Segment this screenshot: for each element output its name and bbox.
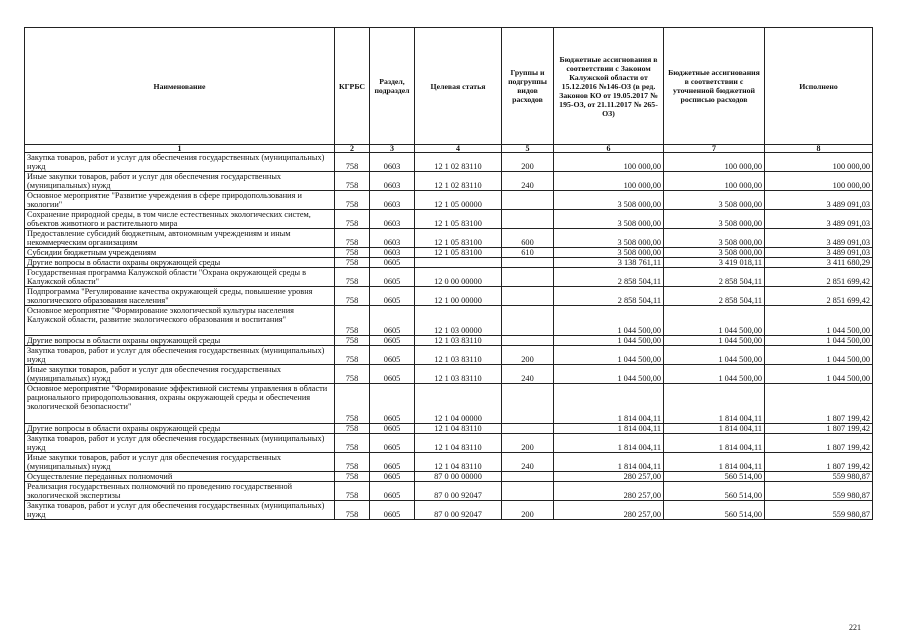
header-law-allocations: Бюджетные ассигнования в соответствии с Законом Калужской области от 15.12.2016 №146-ОЗ (в ред. Законов КО от 19.05.2017 № 195-ОЗ, от 21.11.2017 № 265-ОЗ) bbox=[554, 28, 664, 145]
table-row bbox=[25, 424, 873, 434]
table-row bbox=[25, 482, 873, 501]
row-law-amount: 1 044 500,00 bbox=[554, 306, 664, 336]
header-section: Раздел, подраздел bbox=[370, 28, 415, 145]
row-group bbox=[502, 472, 554, 482]
row-name: Другие вопросы в области охраны окружающей среды bbox=[25, 424, 335, 434]
column-number: 2 bbox=[335, 145, 370, 153]
row-group bbox=[502, 306, 554, 336]
row-target: 12 1 02 83110 bbox=[415, 153, 502, 172]
column-number: 5 bbox=[502, 145, 554, 153]
row-name: Сохранение природной среды, в том числе естественных экологических систем, объектов животного и растительного мира bbox=[25, 210, 335, 229]
row-kgrbs: 758 bbox=[335, 482, 370, 501]
row-refined-amount: 1 044 500,00 bbox=[664, 306, 765, 336]
row-law-amount: 3 508 000,00 bbox=[554, 191, 664, 210]
row-name: Другие вопросы в области охраны окружающей среды bbox=[25, 336, 335, 346]
row-law-amount: 2 858 504,11 bbox=[554, 287, 664, 306]
row-section: 0605 bbox=[370, 482, 415, 501]
row-law-amount: 2 858 504,11 bbox=[554, 268, 664, 287]
row-name: Иные закупки товаров, работ и услуг для обеспечения государственных (муниципальных) нужд bbox=[25, 172, 335, 191]
row-law-amount: 280 257,00 bbox=[554, 482, 664, 501]
row-section: 0603 bbox=[370, 210, 415, 229]
row-law-amount: 3 508 000,00 bbox=[554, 210, 664, 229]
row-refined-amount: 1 044 500,00 bbox=[664, 336, 765, 346]
row-refined-amount: 100 000,00 bbox=[664, 153, 765, 172]
column-number: 1 bbox=[25, 145, 335, 153]
row-section: 0605 bbox=[370, 424, 415, 434]
row-group: 240 bbox=[502, 453, 554, 472]
row-section: 0603 bbox=[370, 248, 415, 258]
row-kgrbs: 758 bbox=[335, 434, 370, 453]
row-name: Реализация государственных полномочий по проведению государственной экологической экспертизы bbox=[25, 482, 335, 501]
row-executed-amount: 3 489 091,03 bbox=[765, 191, 873, 210]
row-group bbox=[502, 258, 554, 268]
row-section: 0605 bbox=[370, 258, 415, 268]
row-target: 87 0 00 92047 bbox=[415, 501, 502, 520]
row-kgrbs: 758 bbox=[335, 248, 370, 258]
row-group bbox=[502, 424, 554, 434]
budget-document bbox=[24, 27, 872, 520]
row-refined-amount: 3 508 000,00 bbox=[664, 210, 765, 229]
row-law-amount: 3 138 761,11 bbox=[554, 258, 664, 268]
row-section: 0603 bbox=[370, 191, 415, 210]
row-target: 12 1 03 83110 bbox=[415, 365, 502, 384]
row-kgrbs: 758 bbox=[335, 501, 370, 520]
budget-table bbox=[24, 27, 873, 520]
row-target: 87 0 00 00000 bbox=[415, 472, 502, 482]
row-executed-amount: 559 980,87 bbox=[765, 501, 873, 520]
row-refined-amount: 1 814 004,11 bbox=[664, 453, 765, 472]
table-row bbox=[25, 336, 873, 346]
row-section: 0605 bbox=[370, 346, 415, 365]
row-executed-amount: 3 489 091,03 bbox=[765, 210, 873, 229]
row-group bbox=[502, 268, 554, 287]
row-refined-amount: 1 814 004,11 bbox=[664, 384, 765, 424]
row-refined-amount: 1 814 004,11 bbox=[664, 434, 765, 453]
row-name: Основное мероприятие "Формирование эффективной системы управления в области рационального природопользования, охраны окружающей среды и обеспечения экологической безопасности" bbox=[25, 384, 335, 424]
header-refined-allocations: Бюджетные ассигнования в соответствии с уточненной бюджетной росписью расходов bbox=[664, 28, 765, 145]
header-kgrbs: КГРБС bbox=[335, 28, 370, 145]
table-row bbox=[25, 210, 873, 229]
header-name: Наименование bbox=[25, 28, 335, 145]
row-kgrbs: 758 bbox=[335, 346, 370, 365]
row-section: 0603 bbox=[370, 229, 415, 248]
row-executed-amount: 1 044 500,00 bbox=[765, 365, 873, 384]
row-law-amount: 280 257,00 bbox=[554, 472, 664, 482]
row-target bbox=[415, 258, 502, 268]
row-law-amount: 1 814 004,11 bbox=[554, 434, 664, 453]
row-law-amount: 1 044 500,00 bbox=[554, 346, 664, 365]
row-law-amount: 1 044 500,00 bbox=[554, 336, 664, 346]
row-group: 200 bbox=[502, 153, 554, 172]
row-name: Закупка товаров, работ и услуг для обеспечения государственных (муниципальных) нужд bbox=[25, 434, 335, 453]
row-group: 240 bbox=[502, 172, 554, 191]
column-number: 4 bbox=[415, 145, 502, 153]
row-kgrbs: 758 bbox=[335, 153, 370, 172]
row-kgrbs: 758 bbox=[335, 210, 370, 229]
row-target: 12 1 03 00000 bbox=[415, 306, 502, 336]
row-target: 12 1 05 83100 bbox=[415, 210, 502, 229]
row-section: 0605 bbox=[370, 268, 415, 287]
row-kgrbs: 758 bbox=[335, 287, 370, 306]
row-kgrbs: 758 bbox=[335, 268, 370, 287]
row-executed-amount: 1 044 500,00 bbox=[765, 336, 873, 346]
row-executed-amount: 3 411 680,29 bbox=[765, 258, 873, 268]
table-row bbox=[25, 472, 873, 482]
row-refined-amount: 1 044 500,00 bbox=[664, 346, 765, 365]
row-refined-amount: 100 000,00 bbox=[664, 172, 765, 191]
row-kgrbs: 758 bbox=[335, 306, 370, 336]
table-row bbox=[25, 153, 873, 172]
header-target: Целевая статья bbox=[415, 28, 502, 145]
row-law-amount: 1 814 004,11 bbox=[554, 453, 664, 472]
row-kgrbs: 758 bbox=[335, 453, 370, 472]
row-section: 0605 bbox=[370, 453, 415, 472]
row-group bbox=[502, 210, 554, 229]
row-executed-amount: 559 980,87 bbox=[765, 472, 873, 482]
row-refined-amount: 560 514,00 bbox=[664, 472, 765, 482]
table-row bbox=[25, 287, 873, 306]
row-name: Иные закупки товаров, работ и услуг для обеспечения государственных (муниципальных) нужд bbox=[25, 453, 335, 472]
row-target: 12 1 05 83100 bbox=[415, 229, 502, 248]
row-refined-amount: 3 508 000,00 bbox=[664, 229, 765, 248]
row-executed-amount: 559 980,87 bbox=[765, 482, 873, 501]
row-target: 12 1 04 83110 bbox=[415, 424, 502, 434]
column-number: 8 bbox=[765, 145, 873, 153]
row-refined-amount: 2 858 504,11 bbox=[664, 268, 765, 287]
row-executed-amount: 100 000,00 bbox=[765, 172, 873, 191]
row-section: 0605 bbox=[370, 287, 415, 306]
row-section: 0603 bbox=[370, 172, 415, 191]
row-kgrbs: 758 bbox=[335, 191, 370, 210]
row-group: 240 bbox=[502, 365, 554, 384]
table-row bbox=[25, 191, 873, 210]
row-executed-amount: 1 807 199,42 bbox=[765, 384, 873, 424]
row-kgrbs: 758 bbox=[335, 229, 370, 248]
row-name: Закупка товаров, работ и услуг для обеспечения государственных (муниципальных) нужд bbox=[25, 501, 335, 520]
table-body bbox=[25, 153, 873, 520]
row-name: Подпрограмма "Регулирование качества окружающей среды, повышение уровня экологического образования населения" bbox=[25, 287, 335, 306]
row-group: 200 bbox=[502, 501, 554, 520]
row-law-amount: 3 508 000,00 bbox=[554, 229, 664, 248]
row-group bbox=[502, 482, 554, 501]
row-group bbox=[502, 336, 554, 346]
row-target: 87 0 00 92047 bbox=[415, 482, 502, 501]
row-executed-amount: 3 489 091,03 bbox=[765, 248, 873, 258]
table-row bbox=[25, 248, 873, 258]
row-target: 12 1 04 00000 bbox=[415, 384, 502, 424]
row-section: 0605 bbox=[370, 365, 415, 384]
row-refined-amount: 2 858 504,11 bbox=[664, 287, 765, 306]
row-name: Основное мероприятие "Развитие учреждения в сфере природопользования и экологии" bbox=[25, 191, 335, 210]
row-executed-amount: 1 807 199,42 bbox=[765, 434, 873, 453]
row-target: 12 1 03 83110 bbox=[415, 346, 502, 365]
column-number: 6 bbox=[554, 145, 664, 153]
row-kgrbs: 758 bbox=[335, 258, 370, 268]
table-row bbox=[25, 346, 873, 365]
row-executed-amount: 2 851 699,42 bbox=[765, 287, 873, 306]
row-target: 12 1 04 83110 bbox=[415, 453, 502, 472]
row-refined-amount: 560 514,00 bbox=[664, 482, 765, 501]
row-section: 0605 bbox=[370, 501, 415, 520]
row-name: Государственная программа Калужской области "Охрана окружающей среды в Калужской области" bbox=[25, 268, 335, 287]
row-law-amount: 280 257,00 bbox=[554, 501, 664, 520]
row-name: Предоставление субсидий бюджетным, автономным учреждениям и иным некоммерческим организациям bbox=[25, 229, 335, 248]
row-name: Закупка товаров, работ и услуг для обеспечения государственных (муниципальных) нужд bbox=[25, 153, 335, 172]
row-executed-amount: 2 851 699,42 bbox=[765, 268, 873, 287]
column-number-row bbox=[25, 145, 873, 153]
row-refined-amount: 1 044 500,00 bbox=[664, 365, 765, 384]
row-kgrbs: 758 bbox=[335, 472, 370, 482]
row-law-amount: 100 000,00 bbox=[554, 153, 664, 172]
table-row bbox=[25, 306, 873, 336]
table-row bbox=[25, 453, 873, 472]
table-row bbox=[25, 384, 873, 424]
row-group bbox=[502, 191, 554, 210]
table-row bbox=[25, 268, 873, 287]
row-executed-amount: 1 044 500,00 bbox=[765, 306, 873, 336]
header-row bbox=[25, 28, 873, 145]
row-group bbox=[502, 384, 554, 424]
row-kgrbs: 758 bbox=[335, 424, 370, 434]
row-name: Другие вопросы в области охраны окружающей среды bbox=[25, 258, 335, 268]
row-refined-amount: 3 419 018,11 bbox=[664, 258, 765, 268]
row-group: 200 bbox=[502, 434, 554, 453]
row-name: Основное мероприятие "Формирование экологической культуры населения Калужской области, развитие экологического образования и воспитания" bbox=[25, 306, 335, 336]
row-section: 0603 bbox=[370, 153, 415, 172]
page-number: 221 bbox=[849, 623, 861, 632]
row-name: Осуществление переданных полномочий bbox=[25, 472, 335, 482]
table-row bbox=[25, 501, 873, 520]
row-law-amount: 3 508 000,00 bbox=[554, 248, 664, 258]
row-executed-amount: 1 807 199,42 bbox=[765, 424, 873, 434]
row-kgrbs: 758 bbox=[335, 336, 370, 346]
row-law-amount: 1 814 004,11 bbox=[554, 384, 664, 424]
row-kgrbs: 758 bbox=[335, 172, 370, 191]
row-target: 12 1 02 83110 bbox=[415, 172, 502, 191]
row-executed-amount: 100 000,00 bbox=[765, 153, 873, 172]
row-section: 0605 bbox=[370, 472, 415, 482]
row-section: 0605 bbox=[370, 384, 415, 424]
table-row bbox=[25, 229, 873, 248]
row-refined-amount: 3 508 000,00 bbox=[664, 248, 765, 258]
row-law-amount: 1 814 004,11 bbox=[554, 424, 664, 434]
table-row bbox=[25, 258, 873, 268]
table-row bbox=[25, 434, 873, 453]
row-law-amount: 100 000,00 bbox=[554, 172, 664, 191]
row-executed-amount: 1 807 199,42 bbox=[765, 453, 873, 472]
row-target: 12 1 04 83110 bbox=[415, 434, 502, 453]
header-executed: Исполнено bbox=[765, 28, 873, 145]
row-target: 12 1 05 00000 bbox=[415, 191, 502, 210]
header-group: Группы и подгруппы видов расходов bbox=[502, 28, 554, 145]
row-group: 610 bbox=[502, 248, 554, 258]
row-target: 12 1 05 83100 bbox=[415, 248, 502, 258]
row-executed-amount: 1 044 500,00 bbox=[765, 346, 873, 365]
row-kgrbs: 758 bbox=[335, 365, 370, 384]
row-refined-amount: 1 814 004,11 bbox=[664, 424, 765, 434]
row-refined-amount: 3 508 000,00 bbox=[664, 191, 765, 210]
table-row bbox=[25, 365, 873, 384]
column-number: 3 bbox=[370, 145, 415, 153]
row-target: 12 1 03 83110 bbox=[415, 336, 502, 346]
row-section: 0605 bbox=[370, 434, 415, 453]
row-target: 12 0 00 00000 bbox=[415, 268, 502, 287]
column-number: 7 bbox=[664, 145, 765, 153]
row-group: 200 bbox=[502, 346, 554, 365]
row-section: 0605 bbox=[370, 306, 415, 336]
row-name: Субсидии бюджетным учреждениям bbox=[25, 248, 335, 258]
row-group bbox=[502, 287, 554, 306]
row-law-amount: 1 044 500,00 bbox=[554, 365, 664, 384]
row-name: Иные закупки товаров, работ и услуг для обеспечения государственных (муниципальных) нужд bbox=[25, 365, 335, 384]
row-kgrbs: 758 bbox=[335, 384, 370, 424]
row-executed-amount: 3 489 091,03 bbox=[765, 229, 873, 248]
row-target: 12 1 00 00000 bbox=[415, 287, 502, 306]
row-group: 600 bbox=[502, 229, 554, 248]
row-name: Закупка товаров, работ и услуг для обеспечения государственных (муниципальных) нужд bbox=[25, 346, 335, 365]
row-section: 0605 bbox=[370, 336, 415, 346]
table-row bbox=[25, 172, 873, 191]
row-refined-amount: 560 514,00 bbox=[664, 501, 765, 520]
